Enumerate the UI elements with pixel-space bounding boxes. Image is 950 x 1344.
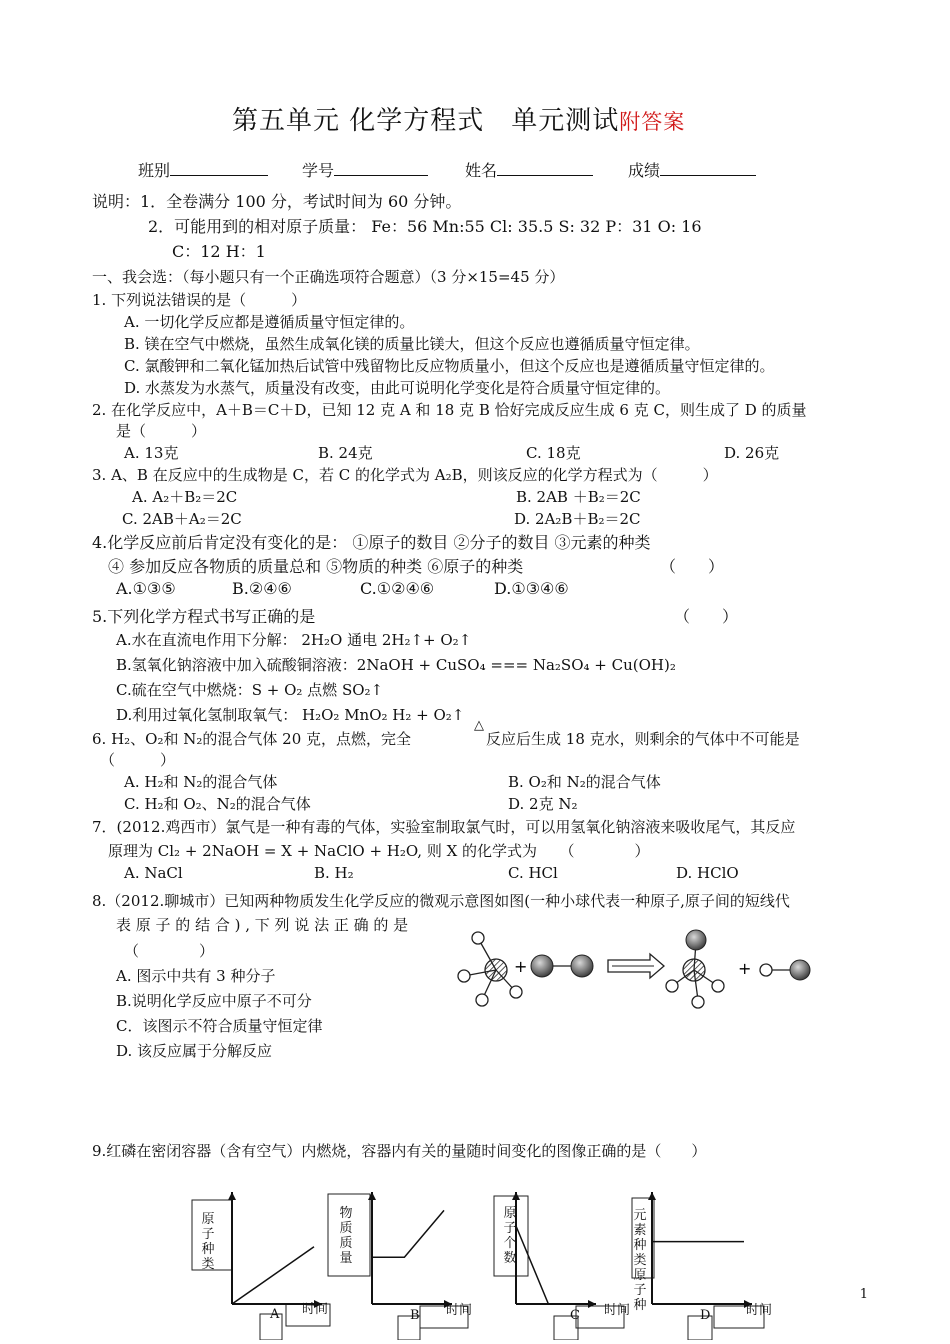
product-molecule-1 bbox=[666, 930, 724, 1008]
q8-stem-3: （ ） bbox=[124, 942, 215, 960]
plus-sign-2: + bbox=[738, 959, 752, 978]
q6-option-d[interactable]: D. 2克 N₂ bbox=[508, 795, 578, 813]
q8-option-c[interactable]: C．该图示不符合质量守恒定律 bbox=[116, 1017, 323, 1035]
q5-option-d[interactable]: D.利用过氧化氢制取氧气： H₂O₂ MnO₂ H₂ + O₂↑ bbox=[116, 706, 465, 724]
chart-c-series-line bbox=[516, 1226, 548, 1304]
title-suffix: 附答案 bbox=[619, 110, 686, 134]
q8-option-d[interactable]: D. 该反应属于分解反应 bbox=[116, 1042, 273, 1060]
q4-answer-paren[interactable]: （ ） bbox=[660, 557, 725, 576]
q5-option-c[interactable]: C.硫在空气中燃烧：S + O₂ 点燃 SO₂↑ bbox=[116, 681, 384, 699]
q4-option-a[interactable]: A.①③⑤ bbox=[116, 579, 176, 598]
chart-a-option-label[interactable]: A bbox=[270, 1307, 280, 1322]
q5-option-a[interactable]: A.水在直流电作用下分解： 2H₂O 通电 2H₂↑+ O₂↑ bbox=[116, 631, 472, 649]
q1-stem: 1. 下列说法错误的是（ ） bbox=[92, 291, 307, 309]
q4-stem-2: ④ 参加反应各物质的质量总和 ⑤物质的种类 ⑥原子的种类 bbox=[108, 557, 524, 576]
chart-d-option-label[interactable]: D bbox=[700, 1308, 711, 1323]
q5-option-b[interactable]: B.氢氧化钠溶液中加入硫酸铜溶液：2NaOH + CuSO₄ === Na₂SO₄ + Cu(OH)₂ bbox=[116, 656, 676, 674]
chart-c-x-arrow bbox=[588, 1300, 596, 1308]
q6-stem: 6. H₂、O₂和 N₂的混合气体 20 克，点燃，完全 反应后生成 18 克水，则剩余的气体中不可能是 bbox=[92, 730, 800, 748]
chart-b-option-label[interactable]: B bbox=[410, 1308, 420, 1323]
q1-option-b[interactable]: B. 镁在空气中燃烧，虽然生成氧化镁的质量比镁大，但这个反应也遵循质量守恒定律。 bbox=[124, 335, 700, 353]
q2-option-a[interactable]: A. 13克 bbox=[124, 444, 179, 462]
q6-option-a[interactable]: A. H₂和 N₂的混合气体 bbox=[124, 773, 278, 791]
instructions-line3: C：12 H：1 bbox=[172, 242, 266, 261]
q1-option-c[interactable]: C. 氯酸钾和二氧化锰加热后试管中残留物比反应物质量小，但这个反应也是遵循质量守恒定律的。 bbox=[124, 357, 775, 375]
q8-stem: 8.（2012.聊城市）已知两种物质发生化学反应的微观示意图如图(一种小球代表一种原子,原子间的短线代 bbox=[92, 892, 790, 910]
instructions-line2: 2．可能用到的相对原子质量： Fe：56 Mn:55 Cl: 35.5 S: 32 P：31 O: 16 bbox=[148, 217, 702, 236]
chart-a-xlabel: 时间 bbox=[302, 1302, 329, 1317]
reaction-diagram bbox=[436, 922, 816, 1032]
q7-option-d[interactable]: D. HClO bbox=[676, 864, 739, 882]
q2-option-c[interactable]: C. 18克 bbox=[526, 444, 581, 462]
field-name[interactable]: 姓名 bbox=[465, 158, 593, 181]
chart-d-y-arrow bbox=[648, 1192, 656, 1200]
chart-c-xlabel: 时间 bbox=[604, 1303, 631, 1318]
chart-a-series-line bbox=[232, 1247, 314, 1304]
chart-b-ylabel: 物质质量 bbox=[339, 1206, 353, 1266]
chart-b-series-line bbox=[372, 1210, 444, 1257]
instructions-line1: 说明：1．全卷满分 100 分，考试时间为 60 分钟。 bbox=[92, 192, 462, 211]
product-molecule-2 bbox=[760, 960, 810, 980]
q3-option-b[interactable]: B. 2AB ＋B₂＝2C bbox=[516, 488, 641, 506]
q8-stem-2: 表 原 子 的 结 合 ) , 下 列 说 法 正 确 的 是 bbox=[116, 916, 409, 934]
q3-option-d[interactable]: D. 2A₂B＋B₂＝2C bbox=[514, 510, 641, 528]
q1-option-a[interactable]: A. 一切化学反应都是遵循质量守恒定律的。 bbox=[124, 313, 415, 331]
q4-option-b[interactable]: B.②④⑥ bbox=[232, 579, 292, 598]
chart-d-xlabel: 时间 bbox=[746, 1303, 773, 1318]
q6-stem-2: （ ） bbox=[100, 751, 176, 769]
chart-d-ylabel: 元素种类 原子种 bbox=[633, 1208, 647, 1313]
q7-option-b[interactable]: B. H₂ bbox=[314, 864, 354, 882]
field-class[interactable]: 班别 bbox=[138, 158, 268, 181]
q5-answer-paren[interactable]: （ ） bbox=[674, 607, 739, 626]
q5-heat-symbol: △ bbox=[474, 718, 484, 733]
chart-c-option-label[interactable]: C bbox=[570, 1308, 580, 1323]
q4-stem: 4.化学反应前后肯定没有变化的是： ①原子的数目 ②分子的数目 ③元素的种类 bbox=[92, 533, 651, 552]
q2-option-b[interactable]: B. 24克 bbox=[318, 444, 373, 462]
reactant-molecule-1 bbox=[458, 932, 522, 1006]
chart-b-xlabel: 时间 bbox=[446, 1303, 473, 1318]
chart-c-ylabel: 原子个数 bbox=[503, 1206, 517, 1266]
q1-option-d[interactable]: D. 水蒸发为水蒸气，质量没有改变，由此可说明化学变化是符合质量守恒定律的。 bbox=[124, 379, 671, 397]
plus-sign-1: + bbox=[514, 957, 528, 976]
reaction-arrow bbox=[608, 954, 664, 978]
q2-stem-2: 是（ ） bbox=[116, 422, 207, 440]
q2-option-d[interactable]: D. 26克 bbox=[724, 444, 780, 462]
section-heading: 一、我会选：（每小题只有一个正确选项符合题意）（3 分×15=45 分） bbox=[92, 268, 565, 286]
chart-a-ylabel: 原子种类 bbox=[201, 1212, 215, 1272]
field-score[interactable]: 成绩 bbox=[628, 158, 756, 181]
q3-stem: 3. A、B 在反应中的生成物是 C，若 C 的化学式为 A₂B，则该反应的化学方程式为（ ） bbox=[92, 466, 718, 484]
reactant-molecule-2 bbox=[531, 955, 593, 977]
q8-option-a[interactable]: A. 图示中共有 3 种分子 bbox=[116, 967, 276, 985]
q7-stem-2: 原理为 Cl₂ + 2NaOH = X + NaClO + H₂O, 则 X 的化学式为 （ ） bbox=[108, 842, 650, 860]
field-student-no[interactable]: 学号 bbox=[302, 158, 428, 181]
q4-option-c[interactable]: C.①②④⑥ bbox=[360, 579, 435, 598]
q3-option-a[interactable]: A. A₂＋B₂＝2C bbox=[132, 488, 238, 506]
q3-option-c[interactable]: C. 2AB＋A₂＝2C bbox=[122, 510, 242, 528]
q6-option-c[interactable]: C. H₂和 O₂、N₂的混合气体 bbox=[124, 795, 311, 813]
q7-option-a[interactable]: A. NaCl bbox=[124, 864, 183, 882]
page-number: 1 bbox=[859, 1287, 868, 1302]
q9-stem: 9.红磷在密闭容器（含有空气）内燃烧，容器内有关的量随时间变化的图像正确的是（ ） bbox=[92, 1142, 707, 1160]
q7-stem: 7．(2012.鸡西市）氯气是一种有毒的气体，实验室制取氯气时，可以用氢氧化钠溶液来吸收尾气，其反应 bbox=[92, 818, 796, 836]
page-title: 第五单元 化学方程式 单元测试附答案 bbox=[232, 106, 686, 136]
q2-stem: 2. 在化学反应中，A＋B＝C＋D，已知 12 克 A 和 18 克 B 恰好完成反应生成 6 克 C，则生成了 D 的质量 bbox=[92, 401, 807, 419]
q6-option-b[interactable]: B. O₂和 N₂的混合气体 bbox=[508, 773, 661, 791]
q8-option-b[interactable]: B.说明化学反应中原子不可分 bbox=[116, 992, 312, 1010]
chart-a-y-arrow bbox=[228, 1192, 236, 1200]
chart-b-y-arrow bbox=[368, 1192, 376, 1200]
q7-option-c[interactable]: C. HCl bbox=[508, 864, 558, 882]
q5-stem: 5.下列化学方程式书写正确的是 bbox=[92, 607, 316, 626]
q4-option-d[interactable]: D.①③④⑥ bbox=[494, 579, 569, 598]
